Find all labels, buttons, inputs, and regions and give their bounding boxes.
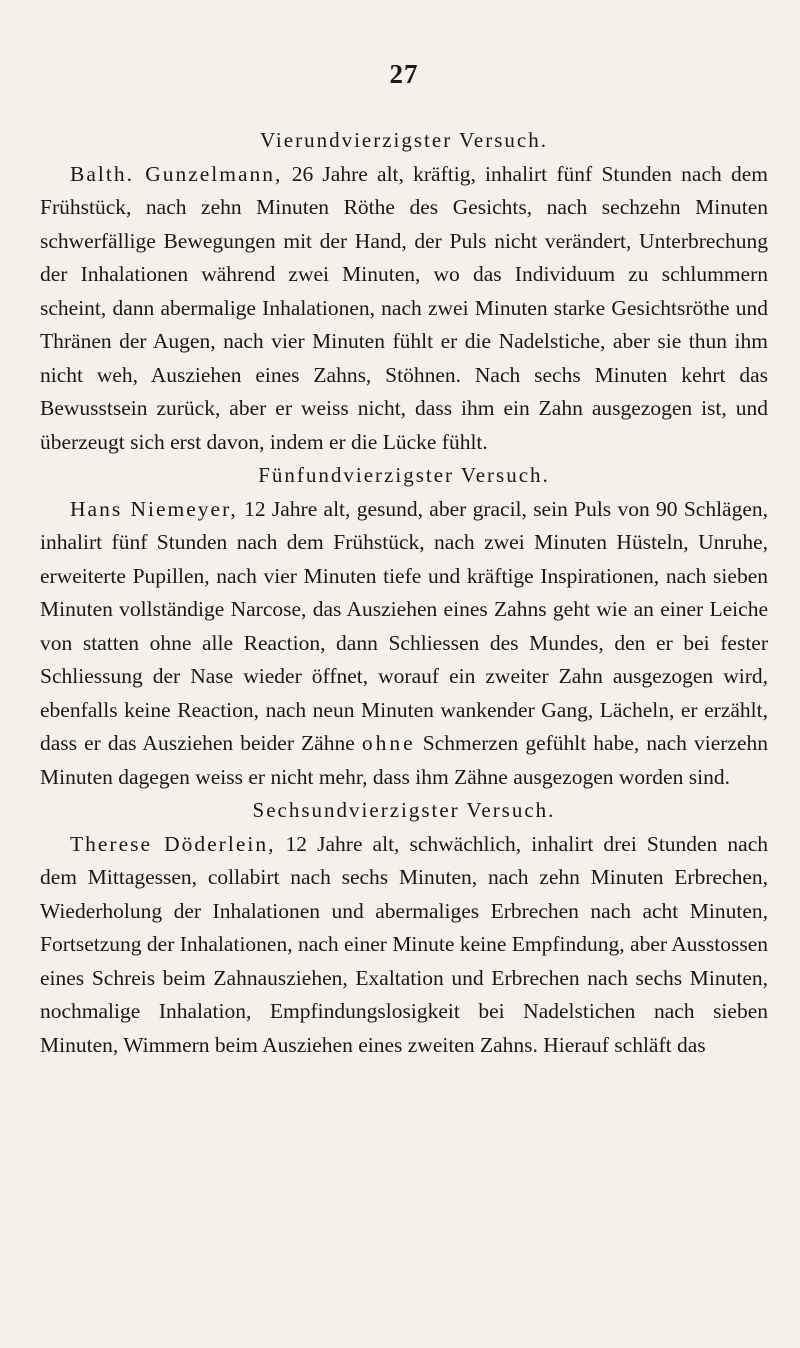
- experiment-45: [40, 459, 768, 794]
- experiment-44-title: Vierundvierzigster Versuch.: [260, 128, 548, 152]
- experiment-45-text-before: 12 Jahre alt, gesund, aber gracil, sein Puls von 90 Schlägen, inhalirt fünf Stunden nach dem Frühstück, nach zwei Minuten Hüsteln, Unruhe, erweiterte Pupillen, nach vier Minuten tiefe und kräftige Inspirationen, nach sieben Minuten vollständige Narcose, das Ausziehen eines Zahns geht wie an einer Leiche von statten ohne alle Reaction, dann Schliessen des Mundes, den er bei fester Schliessung der Nase wieder öffnet, worauf ein zweiter Zahn ausgezogen wird, ebenfalls keine Reaction, nach neun Minuten wankender Gang, Lächeln, er erzählt, dass er das Ausziehen beider Zähne: [40, 496, 768, 755]
- experiment-46-paragraph: [40, 828, 768, 1063]
- experiment-46: [40, 794, 768, 1062]
- experiment-44-paragraph: [40, 158, 768, 460]
- experiment-46-title: Sechsundvierzigster Versuch.: [252, 798, 556, 822]
- experiment-45-title: Fünfundvierzigster Versuch.: [258, 463, 550, 487]
- experiment-45-paragraph: [40, 493, 768, 795]
- page-number: 27: [389, 59, 419, 89]
- experiment-46-text: 12 Jahre alt, schwächlich, inhalirt drei Stunden nach dem Mittagessen, collabirt nach sechs Minuten, nach zehn Minuten Erbrechen, Wiederholung der Inhalationen und abermaliges Erbrechen nach acht Minuten, Fortsetzung der Inhalationen, nach einer Minute keine Empfindung, aber Ausstossen eines Schreis beim Zahnausziehen, Exaltation und Erbrechen nach sechs Minuten, nochmalige Inhalation, Empfindungslosigkeit bei Nadelstichen nach sieben Minuten, Wimmern beim Ausziehen eines zweiten Zahns. Hierauf schläft das: [40, 831, 769, 1057]
- experiment-44: [40, 124, 768, 459]
- book-page: [40, 58, 768, 1062]
- experiment-46-subject-name: Therese Döderlein,: [70, 831, 276, 856]
- experiment-45-subject-name: Hans Niemeyer,: [70, 496, 238, 521]
- experiment-45-emphasis: ohne: [361, 731, 416, 755]
- experiment-44-subject-name: Balth. Gunzelmann,: [70, 161, 283, 186]
- experiment-45-text-after: Schmerzen gefühlt habe, nach vierzehn Minuten dagegen weiss er nicht mehr, dass ihm Zähne ausgezogen worden sind.: [40, 731, 769, 789]
- experiment-44-text: 26 Jahre alt, kräftig, inhalirt fünf Stunden nach dem Frühstück, nach zehn Minuten Röthe des Gesichts, nach sechzehn Minuten schwerfällige Bewegungen mit der Hand, der Puls nicht verändert, Unterbrechung der Inhalationen während zwei Minuten, wo das Individuum zu schlummern scheint, dann abermalige Inhalationen, nach zwei Minuten starke Gesichtsröthe und Thränen der Augen, nach vier Minuten fühlt er die Nadelstiche, aber sie thun ihm nicht weh, Ausziehen eines Zahns, Stöhnen. Nach sechs Minuten kehrt das Bewusstsein zurück, aber er weiss nicht, dass ihm ein Zahn ausgezogen ist, und überzeugt sich erst davon, indem er die Lücke fühlt.: [40, 161, 769, 454]
